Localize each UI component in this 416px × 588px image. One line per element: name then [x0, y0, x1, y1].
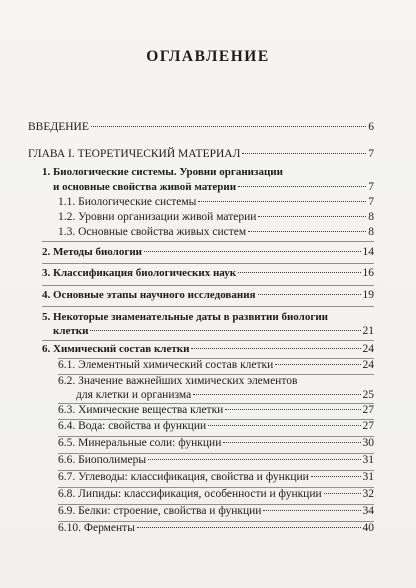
- divider: [42, 263, 374, 264]
- toc-entry-6-6[interactable]: 6.6. Биополимеры 31: [58, 454, 374, 466]
- toc-entry-3[interactable]: 3. Классификация биологических наук 16: [42, 267, 374, 279]
- toc-entry-6[interactable]: 6. Химический состав клетки 24: [42, 343, 374, 355]
- toc-entry-6-9[interactable]: 6.9. Белки: строение, свойства и функции 34: [58, 505, 374, 517]
- toc-entry-2[interactable]: 2. Методы биологии 14: [42, 246, 374, 258]
- toc-entry-6-1[interactable]: 6.1. Элементный химический состав клетки 24: [58, 359, 374, 371]
- toc-entry-6-7[interactable]: 6.7. Углеводы: классификация, свойства и функции 31: [58, 471, 374, 483]
- toc-entry-5[interactable]: клетки 21: [53, 325, 374, 337]
- toc-entry-1[interactable]: и основные свойства живой материи 7: [53, 181, 374, 193]
- page-title: ОГЛАВЛЕНИЕ: [146, 48, 270, 65]
- toc-entry-6-2[interactable]: для клетки и организма 25: [76, 389, 374, 401]
- divider: [42, 285, 374, 286]
- toc-entry-4[interactable]: 4. Основные этапы научного исследования 19: [42, 289, 374, 301]
- toc-entry-1-3[interactable]: 1.3. Основные свойства живых систем 8: [58, 226, 374, 238]
- toc-entry-1-2[interactable]: 1.2. Уровни организации живой материи 8: [58, 211, 374, 223]
- toc-entry-6-3[interactable]: 6.3. Химические вещества клетки 27: [58, 404, 374, 416]
- divider: [42, 241, 374, 242]
- toc-entry-1-line1: 1. Биологические системы. Уровни организации: [42, 166, 283, 178]
- divider: [42, 340, 374, 341]
- toc-entry-chapter-1[interactable]: ГЛАВА I. ТЕОРЕТИЧЕСКИЙ МАТЕРИАЛ 7: [28, 148, 374, 160]
- toc-entry-intro[interactable]: ВВЕДЕНИЕ 6: [28, 121, 374, 133]
- divider: [42, 306, 374, 307]
- toc-entry-6-8[interactable]: 6.8. Липиды: классификация, особенности и функции 32: [58, 488, 374, 500]
- toc-entry-6-4[interactable]: 6.4. Вода: свойства и функции 27: [58, 420, 374, 432]
- toc-entry-6-10[interactable]: 6.10. Ферменты 40: [58, 522, 374, 534]
- toc-entry-1-1[interactable]: 1.1. Биологические системы 7: [58, 196, 374, 208]
- toc-entry-5-line1: 5. Некоторые знаменательные даты в развитии биологии: [42, 311, 328, 323]
- toc-entry-6-5[interactable]: 6.5. Минеральные соли: функции 30: [58, 437, 374, 449]
- toc-entry-6-2-line1: 6.2. Значение важнейших химических элементов: [58, 375, 298, 387]
